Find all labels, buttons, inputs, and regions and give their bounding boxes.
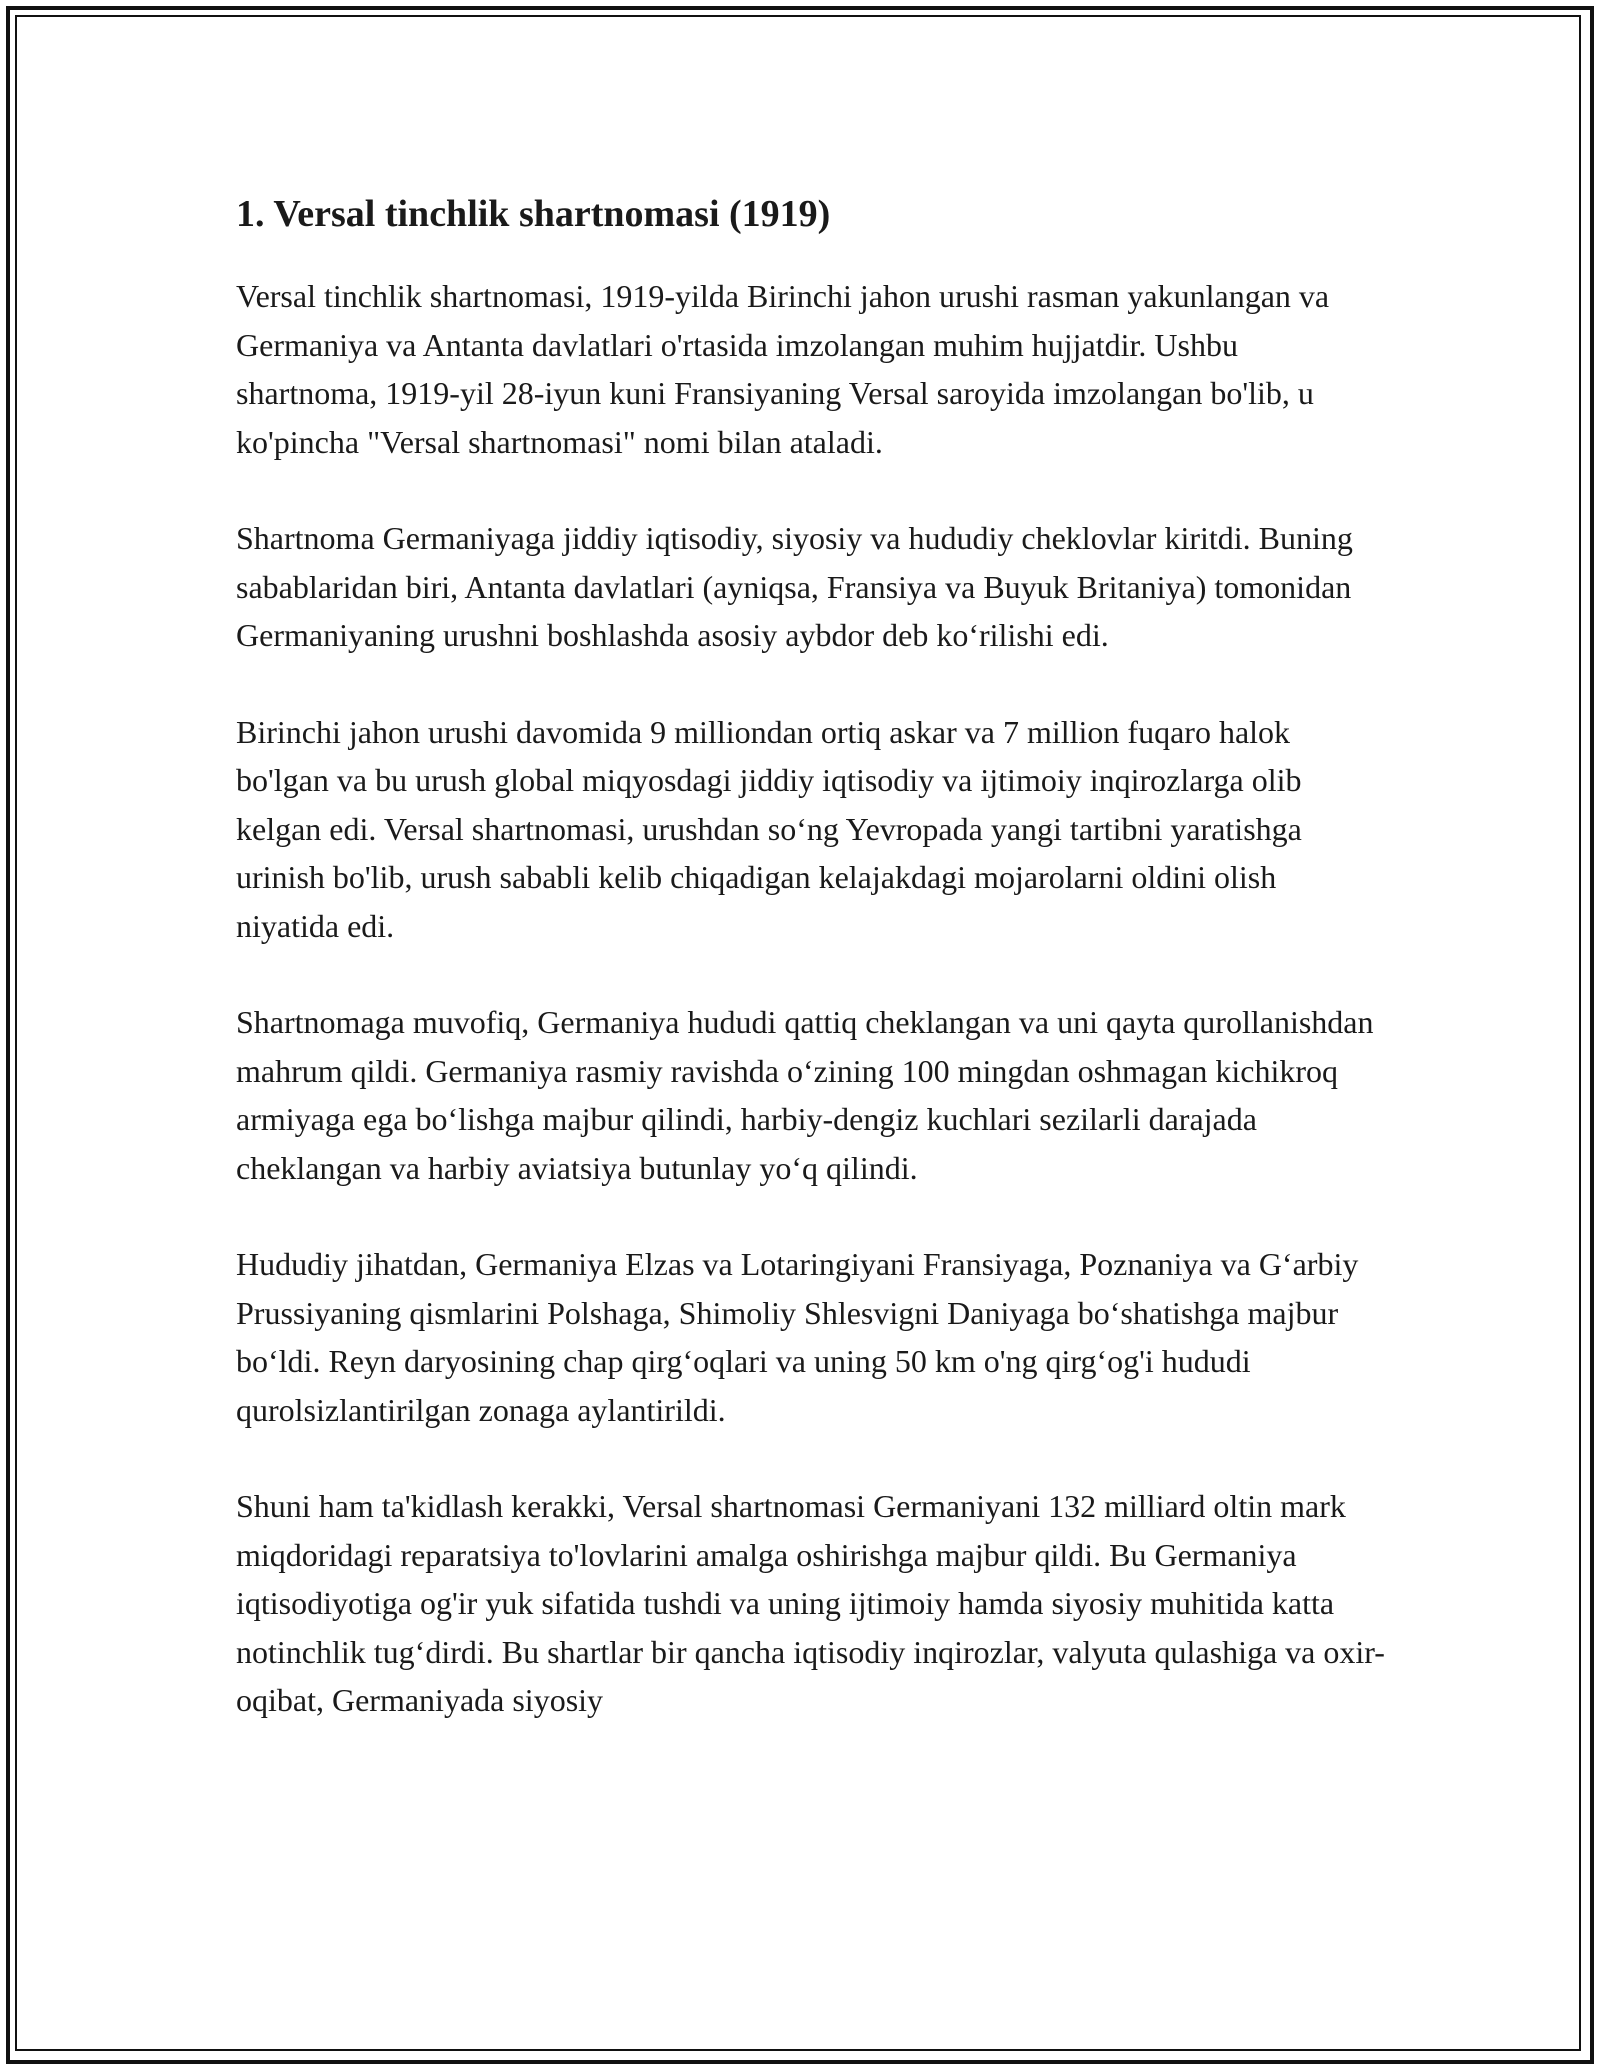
paragraph-1: Versal tinchlik shartnomasi, 1919-yilda Birinchi jahon urushi rasman yakunlangan va Germaniya va Antanta davlatlari o'rtasida imzolangan muhim hujjatdir. Ushbu shartnoma, 1919-yil 28-iyun kuni Fransiyaning Versal saroyida imzolangan bo'lib, u ko'pincha "Versal shartnomasi" nomi bilan ataladi.	[236, 278, 1330, 460]
paragraph-3: Birinchi jahon urushi davomida 9 milliondan ortiq askar va 7 million fuqaro halok bo'lgan va bu urush global miqyosdagi jiddiy iqtisodiy va ijtimoiy inqirozlarga olib kelgan edi. Versal shartnomasi, urushdan so‘ng Yevropada yangi tartibni yaratishga urinish bo'lib, urush sababli kelib chiqadigan kelajakdagi mojarolarni oldini olish niyatida edi.	[236, 713, 1302, 944]
paragraph-5: Hududiy jihatdan, Germaniya Elzas va Lotaringiyani Fransiyaga, Poznaniya va G‘arbiy Prussiyaning qismlarini Polshaga, Shimoliy Shlesvigni Daniyaga bo‘shatishga majbur bo‘ldi. Reyn daryosining chap qirg‘oqlari va uning 50 km o'ng qirg‘og'i hududi qurolsizlantirilgan zonaga aylantirildi.	[236, 1246, 1359, 1428]
paragraph-4: Shartnomaga muvofiq, Germaniya hududi qattiq cheklangan va uni qayta qurollanishdan mahrum qildi. Germaniya rasmiy ravishda o‘zining 100 mingdan oshmagan kichikroq armiyaga ega bo‘lishga majbur qilindi, harbiy-dengiz kuchlari sezilarli darajada cheklangan va harbiy aviatsiya butunlay yo‘q qilindi.	[236, 1004, 1374, 1186]
paragraph-6: Shuni ham ta'kidlash kerakki, Versal shartnomasi Germaniyani 132 milliard oltin mark miqdoridagi reparatsiya to'lovlarini amalga oshirishga majbur qildi. Bu Germaniya iqtisodiyotiga og'ir yuk sifatida tushdi va uning ijtimoiy hamda siyosiy muhitida katta notinchlik tug‘dirdi. Bu shartlar bir qancha iqtisodiy inqirozlar, valyuta qulashiga va oxir-oqibat, Germaniyada siyosiy	[236, 1488, 1385, 1718]
document-body	[236, 190, 1386, 1773]
paragraph-2: Shartnoma Germaniyaga jiddiy iqtisodiy, siyosiy va hududiy cheklovlar kiritdi. Buning sabablaridan biri, Antanta davlatlari (ayniqsa, Fransiya va Buyuk Britaniya) tomonidan Germaniyaning urushni boshlashda asosiy aybdor deb ko‘rilishi edi.	[236, 520, 1353, 653]
document-title: 1. Versal tinchlik shartnomasi (1919)	[236, 193, 831, 235]
